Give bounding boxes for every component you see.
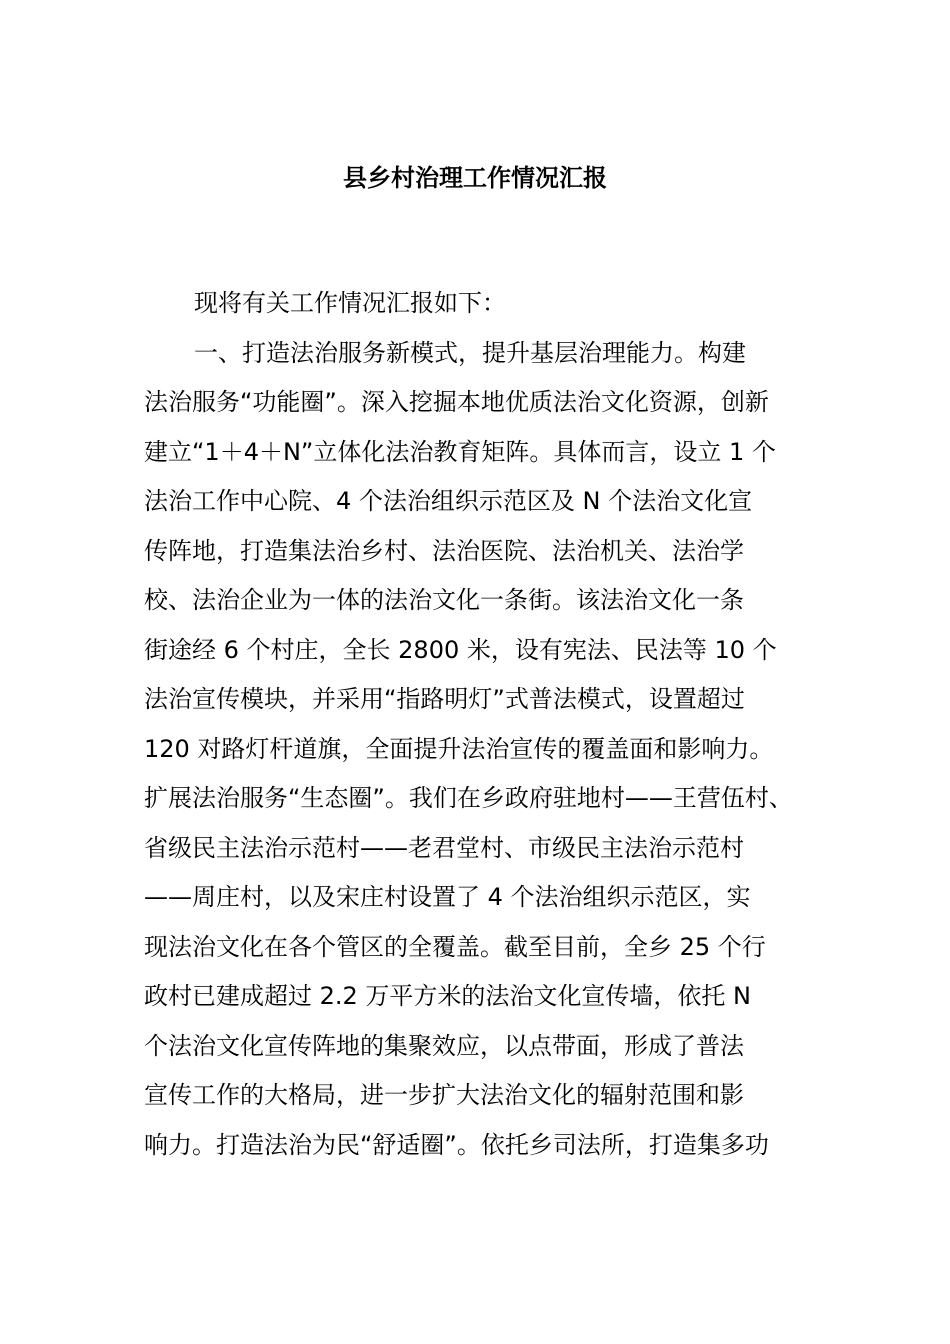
paragraph-line: 个法治文化宣传阵地的集聚效应，以点带面，形成了普法 — [144, 1031, 744, 1060]
paragraph-line: 响力。打造法治为民“舒适圈”。依托乡司法所，打造集多功 — [144, 1130, 769, 1159]
paragraph-line: 省级民主法治示范村——老君堂村、市级民主法治示范村 — [144, 833, 744, 862]
paragraph-line: 法治服务“功能圈”。深入挖掘本地优质法治文化资源，创新 — [144, 388, 769, 416]
paragraph-line: 政村已建成超过 2.2 万平方米的法治文化宣传墙，依托 N — [144, 982, 752, 1010]
paragraph-line-section-heading: 一、打造法治服务新模式，提升基层治理能力。构建 — [194, 338, 746, 367]
paragraph-line: 街途经 6 个村庄，全长 2800 米，设有宪法、民法等 10 个 — [144, 635, 777, 664]
paragraph-line: 传阵地，打造集法治乡村、法治医院、法治机关、法治学 — [144, 536, 744, 565]
paragraph-line-intro: 现将有关工作情况汇报如下： — [194, 289, 506, 317]
paragraph-line: 建立“1＋4＋N”立体化法治教育矩阵。具体而言，设立 1 个 — [144, 437, 776, 466]
paragraph-line: 120 对路灯杆道旗，全面提升法治宣传的覆盖面和影响力。 — [144, 734, 774, 763]
paragraph-line: 扩展法治服务“生态圈”。我们在乡政府驻地村——王营伍村、 — [144, 784, 793, 812]
paragraph-line: 法治宣传模块，并采用“指路明灯”式普法模式，设置超过 — [144, 685, 745, 713]
paragraph-line: 现法治文化在各个管区的全覆盖。截至目前，全乡 25 个行 — [144, 932, 766, 961]
paragraph-line: ——周庄村，以及宋庄村设置了 4 个法治组织示范区，实 — [144, 883, 751, 911]
document-title: 县乡村治理工作情况汇报 — [343, 164, 607, 192]
document-body — [144, 279, 824, 1170]
paragraph-line: 法治工作中心院、4 个法治组织示范区及 N 个法治文化宣 — [144, 487, 753, 515]
paragraph-line: 宣传工作的大格局，进一步扩大法治文化的辐射范围和影 — [144, 1081, 744, 1109]
paragraph-line: 校、法治企业为一体的法治文化一条街。该法治文化一条 — [144, 586, 744, 614]
